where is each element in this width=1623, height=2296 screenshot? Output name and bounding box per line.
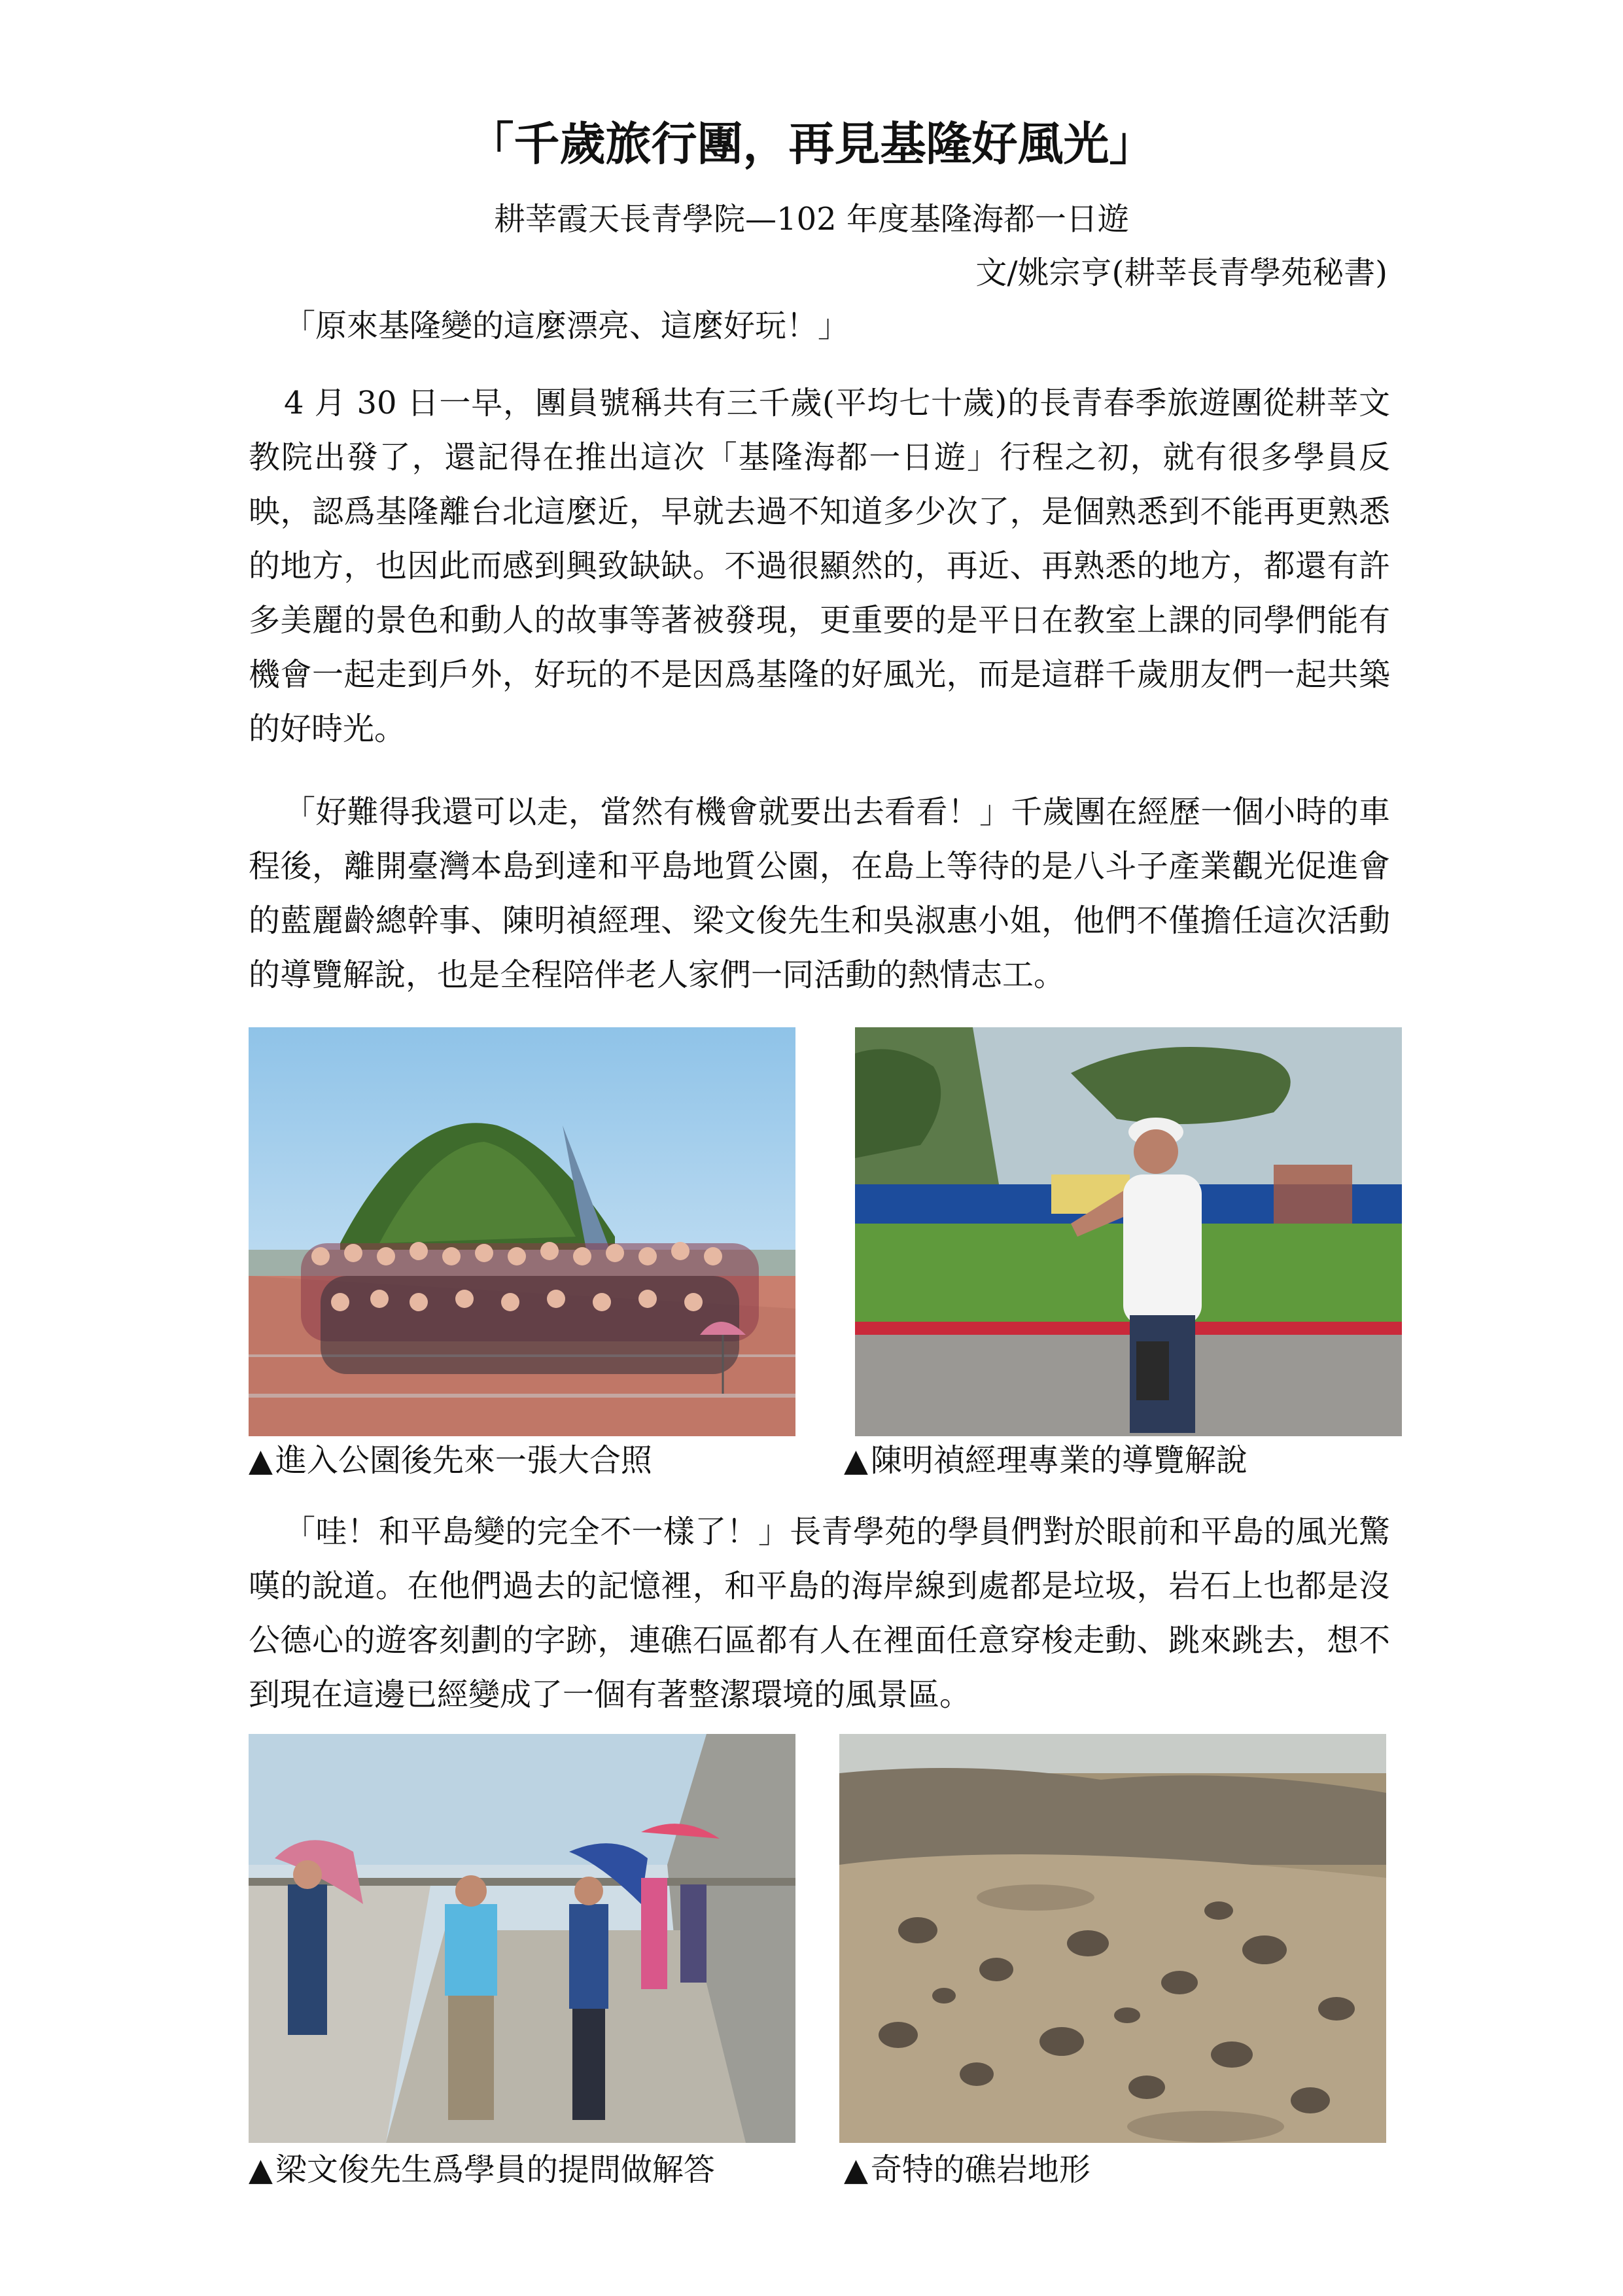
photo-4-caption <box>844 2149 1091 2191</box>
triangle-marker-icon: ▲ <box>249 2151 273 2188</box>
paragraph-3: 「哇！和平島變的完全不一樣了！」長青學苑的學員們對於眼前和平島的風光驚嘆的說道。在他們過去的記憶裡，和平島的海岸線到處都是垃圾，岩石上也都是沒公德心的遊客刻劃的字跡，連礁石區都有人在裡面任意穿梭走動、跳來跳去，想不到現在這邊已經變成了一個有著整潔環境的風景區。 <box>249 1513 1390 1713</box>
photo-1-caption <box>249 1439 652 1481</box>
guide-photo-image <box>855 1027 1402 1436</box>
page-title: 「千歲旅行團，再見基隆好風光」 <box>468 117 1155 171</box>
paragraph-1: 4 月 30 日一早，團員號稱共有三千歲(平均七十歲)的長青春季旅遊團從耕莘文教院出發了，還記得在推出這次「基隆海都一日遊」行程之初，就有很多學員反映，認爲基隆離台北這麼近，早就去過不知道多少次了，是個熟悉到不能再更熟悉的地方，也因此而感到興致缺缺。不過很顯然的，再近、再熟悉的地方，都還有許多美麗的景色和動人的故事等著被發現，更重要的是平日在教室上課的同學們能有機會一起走到戶外，好玩的不是因爲基隆的好風光，而是這群千歲朋友們一起共築的好時光。 <box>249 385 1390 747</box>
triangle-marker-icon: ▲ <box>844 1442 868 1479</box>
qa-photo-image <box>249 1734 795 2143</box>
photo-4-caption-text: 奇特的礁岩地形 <box>870 2151 1091 2188</box>
photo-3-caption-text: 梁文俊先生爲學員的提問做解答 <box>275 2151 715 2188</box>
photo-2-caption <box>844 1439 1248 1481</box>
triangle-marker-icon: ▲ <box>844 2151 868 2188</box>
author-byline: 文/姚宗亨(耕莘長青學苑秘書) <box>975 255 1387 291</box>
triangle-marker-icon: ▲ <box>249 1442 273 1479</box>
rock-formation-photo-image <box>839 1734 1386 2143</box>
photo-3-caption <box>249 2149 715 2191</box>
page-subtitle: 耕莘霞天長青學院—102 年度基隆海都一日遊 <box>494 201 1129 238</box>
photo-2-caption-text: 陳明禎經理專業的導覽解說 <box>870 1442 1248 1479</box>
group-photo-image <box>249 1027 795 1436</box>
paragraph-2: 「好難得我還可以走，當然有機會就要出去看看！」千歲團在經歷一個小時的車程後，離開臺灣本島到達和平島地質公園，在島上等待的是八斗子產業觀光促進會的藍麗齡總幹事、陳明禎經理、梁文俊先生和吳淑惠小姐，他們不僅擔任這次活動的導覽解說，也是全程陪伴老人家們一同活動的熱情志工。 <box>249 794 1390 993</box>
opening-quote: 「原來基隆變的這麼漂亮、這麼好玩！」 <box>284 308 850 344</box>
photo-1-caption-text: 進入公園後先來一張大合照 <box>275 1442 652 1479</box>
